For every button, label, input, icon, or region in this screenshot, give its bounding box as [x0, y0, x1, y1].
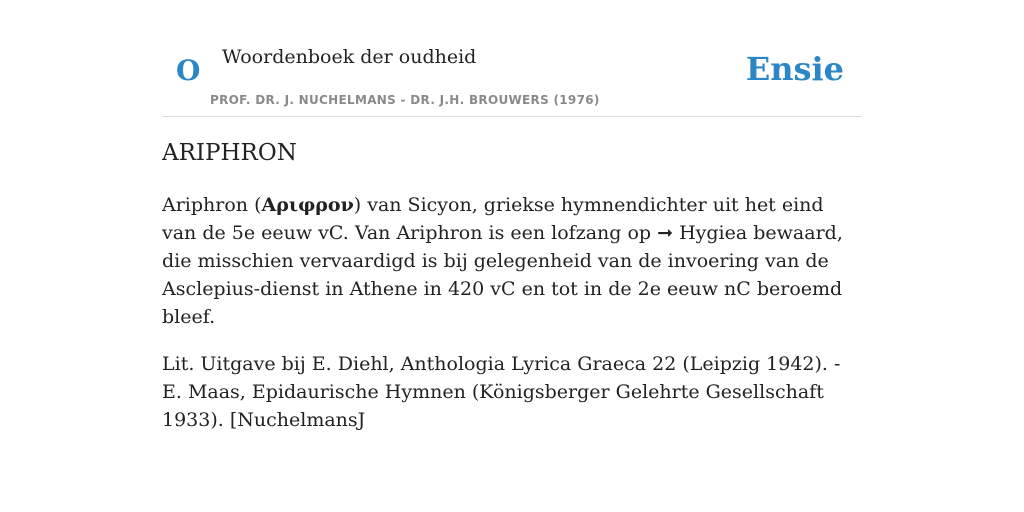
entry-text: Ariphron (	[162, 194, 262, 216]
hygiea-link[interactable]: ➞ Hygiea	[657, 222, 748, 244]
entry-text: ) van Sicyon, griekse hymnendichter uit het eind van de 5e eeuw vC. Van Ariphron is een lofzang op	[162, 194, 824, 244]
site-title[interactable]: Woordenboek der oudheid	[222, 46, 477, 68]
greek-name: Αριφρον	[261, 194, 354, 216]
entry-text: bewaard, die misschien vervaardigd is bij gelegenheid van de invoering van de Asclepius-dienst in Athene in 420 vC en tot in de 2e eeuw nC beroemd bleef.	[162, 222, 843, 328]
ensie-logo[interactable]: Ensie	[745, 50, 844, 88]
logo-icon[interactable]: O	[176, 54, 201, 87]
site-header	[162, 38, 862, 117]
authors-line: PROF. DR. J. NUCHELMANS - DR. J.H. BROUWERS (1976)	[210, 93, 600, 107]
entry-paragraph	[162, 191, 862, 331]
entry-title: ARIPHRON	[162, 140, 297, 166]
literature-paragraph: Lit. Uitgave bij E. Diehl, Anthologia Lyrica Graeca 22 (Leipzig 1942). - E. Maas, Epidaurische Hymnen (Königsberger Gelehrte Gesellschaft 1933). [NuchelmansJ	[162, 353, 841, 431]
entry-body	[162, 191, 862, 453]
